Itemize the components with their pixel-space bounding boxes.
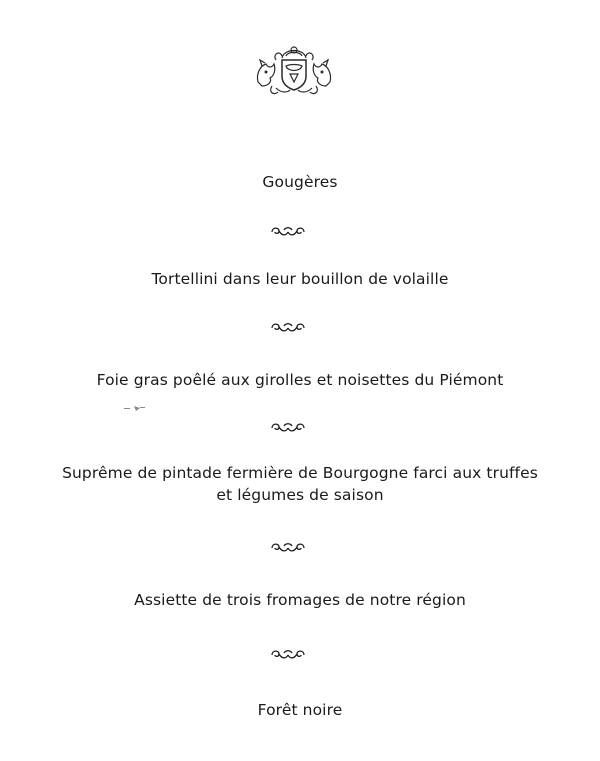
- course-line: Assiette de trois fromages de notre région: [134, 591, 466, 609]
- course-6: [0, 699, 600, 721]
- course-line: Foie gras poêlé aux girolles et noisettes du Piémont: [96, 371, 504, 389]
- course-2: [0, 268, 600, 290]
- course-1: [0, 171, 600, 193]
- course-3: [0, 369, 600, 391]
- course-5: [0, 589, 600, 611]
- course-4: [0, 462, 600, 506]
- scroll-ornament-icon: [270, 541, 306, 555]
- course-line: Gougères: [262, 173, 338, 191]
- course-line: Forêt noire: [257, 701, 343, 719]
- course-line: et légumes de saison: [216, 486, 384, 504]
- course-line: Suprême de pintade fermière de Bourgogne farci aux truffes: [62, 464, 538, 482]
- scan-speck: [124, 403, 148, 413]
- scroll-ornament-icon: [270, 421, 306, 435]
- course-line: Tortellini dans leur bouillon de volaille: [151, 270, 449, 288]
- heraldic-crest-icon: [254, 42, 334, 98]
- scroll-ornament-icon: [270, 321, 306, 335]
- scroll-ornament-icon: [270, 225, 306, 239]
- scroll-ornament-icon: [270, 648, 306, 662]
